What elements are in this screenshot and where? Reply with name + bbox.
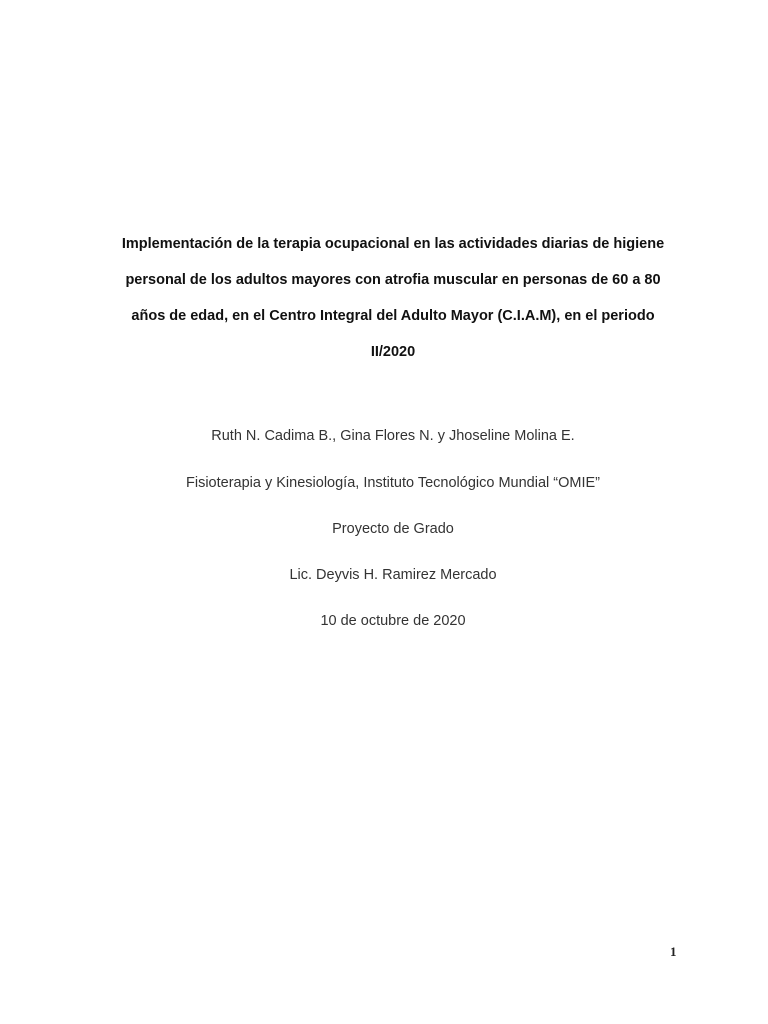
document-date: 10 de octubre de 2020: [320, 613, 466, 629]
title-line: años de edad, en el Centro Integral del Adulto Mayor (C.I.A.M), en el periodo: [131, 308, 655, 324]
authors: Ruth N. Cadima B., Gina Flores N. y Jhoseline Molina E.: [211, 428, 575, 444]
affiliation: Fisioterapia y Kinesiología, Instituto Tecnológico Mundial “OMIE”: [186, 475, 600, 491]
page-number: 1: [670, 944, 677, 959]
course-name: Proyecto de Grado: [332, 521, 454, 537]
instructor: Lic. Deyvis H. Ramirez Mercado: [289, 567, 497, 583]
document-title: [100, 226, 686, 370]
title-line: II/2020: [370, 344, 416, 360]
title-line: Implementación de la terapia ocupacional en las actividades diarias de higiene: [121, 236, 665, 252]
title-line: personal de los adultos mayores con atrofia muscular en personas de 60 a 80: [125, 272, 661, 288]
